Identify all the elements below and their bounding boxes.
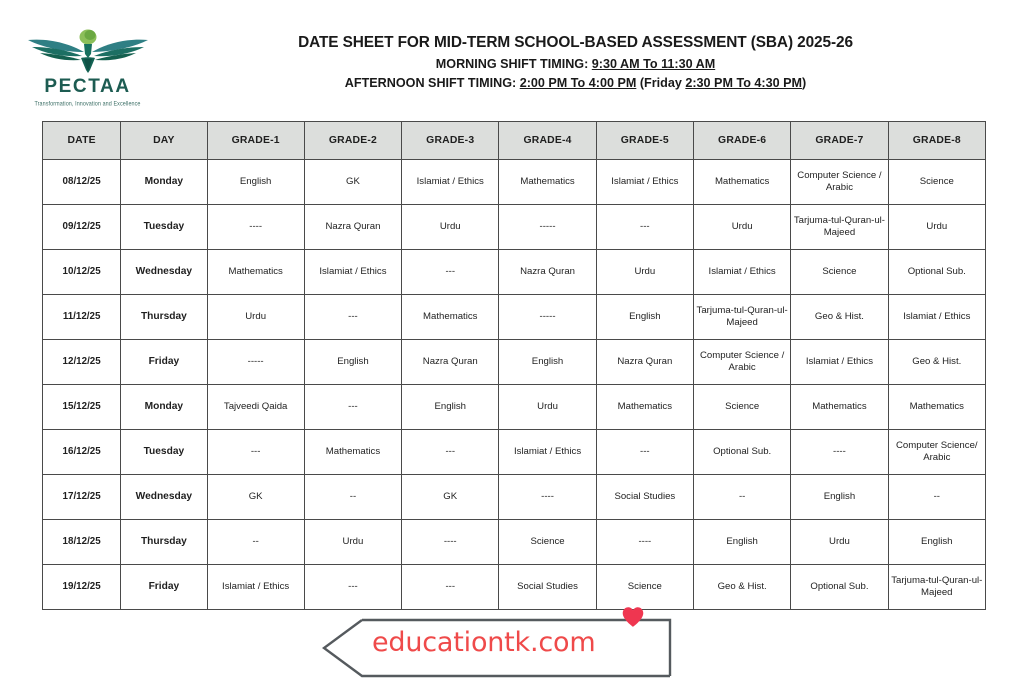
cell-grade-8-subject: Optional Sub. [888,250,985,295]
cell-grade-5-subject: --- [596,430,693,475]
cell-day: Monday [121,160,207,205]
cell-grade-8-subject: Urdu [888,205,985,250]
cell-grade-1-subject: -- [207,520,304,565]
column-header-grade-5: GRADE-5 [596,122,693,160]
cell-grade-1-subject: Islamiat / Ethics [207,565,304,610]
cell-date: 15/12/25 [43,385,121,430]
afternoon-shift-time: 2:00 PM To 4:00 PM [519,76,637,90]
cell-grade-4-subject: Islamiat / Ethics [499,430,596,475]
cell-grade-6-subject: Tarjuma-tul-Quran-ul-Majeed [693,295,790,340]
cell-grade-6-subject: Optional Sub. [693,430,790,475]
date-sheet-table-wrapper [0,107,1024,610]
cell-grade-3-subject: Nazra Quran [402,340,499,385]
cell-grade-6-subject: Science [693,385,790,430]
cell-grade-4-subject: Science [499,520,596,565]
cell-grade-3-subject: --- [402,250,499,295]
cell-grade-2-subject: -- [304,475,401,520]
cell-grade-4-subject: Social Studies [499,565,596,610]
cell-grade-6-subject: Computer Science / Arabic [693,340,790,385]
cell-grade-8-subject: Science [888,160,985,205]
watermark-text: educationtk.com [372,627,596,658]
cell-grade-7-subject: Science [791,250,888,295]
cell-grade-1-subject: English [207,160,304,205]
cell-grade-4-subject: ----- [499,205,596,250]
friday-note-suffix: ) [801,76,807,90]
cell-grade-1-subject: ---- [207,205,304,250]
column-header-date: DATE [43,122,121,160]
cell-grade-3-subject: GK [402,475,499,520]
page-title: DATE SHEET FOR MID-TERM SCHOOL-BASED ASSESSMENT (SBA) 2025-26 [298,34,853,51]
cell-grade-5-subject: ---- [596,520,693,565]
cell-grade-8-subject: -- [888,475,985,520]
cell-grade-2-subject: Islamiat / Ethics [304,250,401,295]
cell-grade-1-subject: GK [207,475,304,520]
cell-grade-2-subject: --- [304,385,401,430]
cell-grade-7-subject: Geo & Hist. [791,295,888,340]
cell-grade-6-subject: Islamiat / Ethics [693,250,790,295]
cell-date: 16/12/25 [43,430,121,475]
table-header-row [43,122,986,160]
cell-grade-3-subject: --- [402,430,499,475]
column-header-grade-3: GRADE-3 [402,122,499,160]
cell-grade-5-subject: --- [596,205,693,250]
cell-grade-8-subject: Geo & Hist. [888,340,985,385]
cell-grade-8-subject: Tarjuma-tul-Quran-ul-Majeed [888,565,985,610]
table-row [43,475,986,520]
cell-grade-7-subject: Mathematics [791,385,888,430]
cell-grade-1-subject: Urdu [207,295,304,340]
cell-grade-2-subject: Nazra Quran [304,205,401,250]
cell-grade-4-subject: Nazra Quran [499,250,596,295]
cell-grade-1-subject: --- [207,430,304,475]
morning-shift-time: 9:30 AM To 11:30 AM [591,57,716,71]
cell-date: 12/12/25 [43,340,121,385]
cell-grade-7-subject: Optional Sub. [791,565,888,610]
brand-logo-block [0,18,175,107]
cell-grade-3-subject: --- [402,565,499,610]
cell-grade-4-subject: ---- [499,475,596,520]
cell-grade-7-subject: Urdu [791,520,888,565]
column-header-grade-6: GRADE-6 [693,122,790,160]
cell-day: Wednesday [121,250,207,295]
cell-grade-7-subject: Computer Science / Arabic [791,160,888,205]
table-row [43,340,986,385]
cell-grade-3-subject: Islamiat / Ethics [402,160,499,205]
cell-day: Tuesday [121,205,207,250]
cell-grade-1-subject: ----- [207,340,304,385]
cell-grade-6-subject: Urdu [693,205,790,250]
cell-day: Monday [121,385,207,430]
cell-grade-2-subject: Urdu [304,520,401,565]
cell-grade-8-subject: Computer Science/ Arabic [888,430,985,475]
column-header-grade-8: GRADE-8 [888,122,985,160]
cell-grade-8-subject: Islamiat / Ethics [888,295,985,340]
friday-note-prefix: (Friday [639,76,682,90]
cell-grade-4-subject: ----- [499,295,596,340]
cell-grade-2-subject: --- [304,295,401,340]
cell-day: Tuesday [121,430,207,475]
cell-grade-3-subject: Mathematics [402,295,499,340]
cell-day: Friday [121,565,207,610]
cell-date: 18/12/25 [43,520,121,565]
cell-date: 17/12/25 [43,475,121,520]
table-row [43,565,986,610]
table-row [43,430,986,475]
cell-grade-5-subject: Mathematics [596,385,693,430]
cell-grade-7-subject: English [791,475,888,520]
cell-grade-4-subject: English [499,340,596,385]
cell-grade-4-subject: Mathematics [499,160,596,205]
cell-day: Thursday [121,520,207,565]
cell-date: 09/12/25 [43,205,121,250]
cell-grade-2-subject: --- [304,565,401,610]
column-header-grade-1: GRADE-1 [207,122,304,160]
cell-grade-5-subject: Social Studies [596,475,693,520]
heart-cursor-icon [620,604,646,630]
table-row [43,520,986,565]
cell-grade-7-subject: Tarjuma-tul-Quran-ul-Majeed [791,205,888,250]
document-header [0,0,1024,107]
cell-grade-5-subject: Islamiat / Ethics [596,160,693,205]
cell-grade-4-subject: Urdu [499,385,596,430]
cell-date: 11/12/25 [43,295,121,340]
column-header-day: DAY [121,122,207,160]
cell-day: Wednesday [121,475,207,520]
morning-shift-label: MORNING SHIFT TIMING: [435,57,589,71]
table-row [43,295,986,340]
cell-grade-2-subject: English [304,340,401,385]
table-row [43,385,986,430]
afternoon-shift-label: AFTERNOON SHIFT TIMING: [344,76,517,90]
cell-grade-5-subject: Nazra Quran [596,340,693,385]
column-header-grade-4: GRADE-4 [499,122,596,160]
title-block [175,18,1024,90]
cell-day: Thursday [121,295,207,340]
brand-tagline: Transformation, Innovation and Excellence [34,100,141,108]
column-header-grade-7: GRADE-7 [791,122,888,160]
cell-grade-1-subject: Tajveedi Qaida [207,385,304,430]
cell-grade-7-subject: Islamiat / Ethics [791,340,888,385]
table-row [43,250,986,295]
table-row [43,205,986,250]
cell-grade-7-subject: ---- [791,430,888,475]
cell-grade-5-subject: Science [596,565,693,610]
column-header-grade-2: GRADE-2 [304,122,401,160]
cell-grade-2-subject: Mathematics [304,430,401,475]
friday-shift-time: 2:30 PM To 4:30 PM [685,76,802,90]
cell-date: 19/12/25 [43,565,121,610]
wings-bird-logo-icon [0,26,175,78]
cell-grade-3-subject: ---- [402,520,499,565]
cell-grade-5-subject: English [596,295,693,340]
cell-grade-1-subject: Mathematics [207,250,304,295]
cell-day: Friday [121,340,207,385]
brand-name: PECTAA [44,76,131,97]
morning-shift-line [175,57,976,71]
table-row [43,160,986,205]
cell-grade-8-subject: English [888,520,985,565]
cell-grade-6-subject: -- [693,475,790,520]
cell-grade-5-subject: Urdu [596,250,693,295]
cell-grade-6-subject: English [693,520,790,565]
afternoon-shift-line [175,76,976,90]
cell-date: 08/12/25 [43,160,121,205]
cell-grade-8-subject: Mathematics [888,385,985,430]
date-sheet-table [42,121,986,610]
cell-date: 10/12/25 [43,250,121,295]
cell-grade-6-subject: Geo & Hist. [693,565,790,610]
cell-grade-2-subject: GK [304,160,401,205]
cell-grade-3-subject: Urdu [402,205,499,250]
cell-grade-3-subject: English [402,385,499,430]
cell-grade-6-subject: Mathematics [693,160,790,205]
